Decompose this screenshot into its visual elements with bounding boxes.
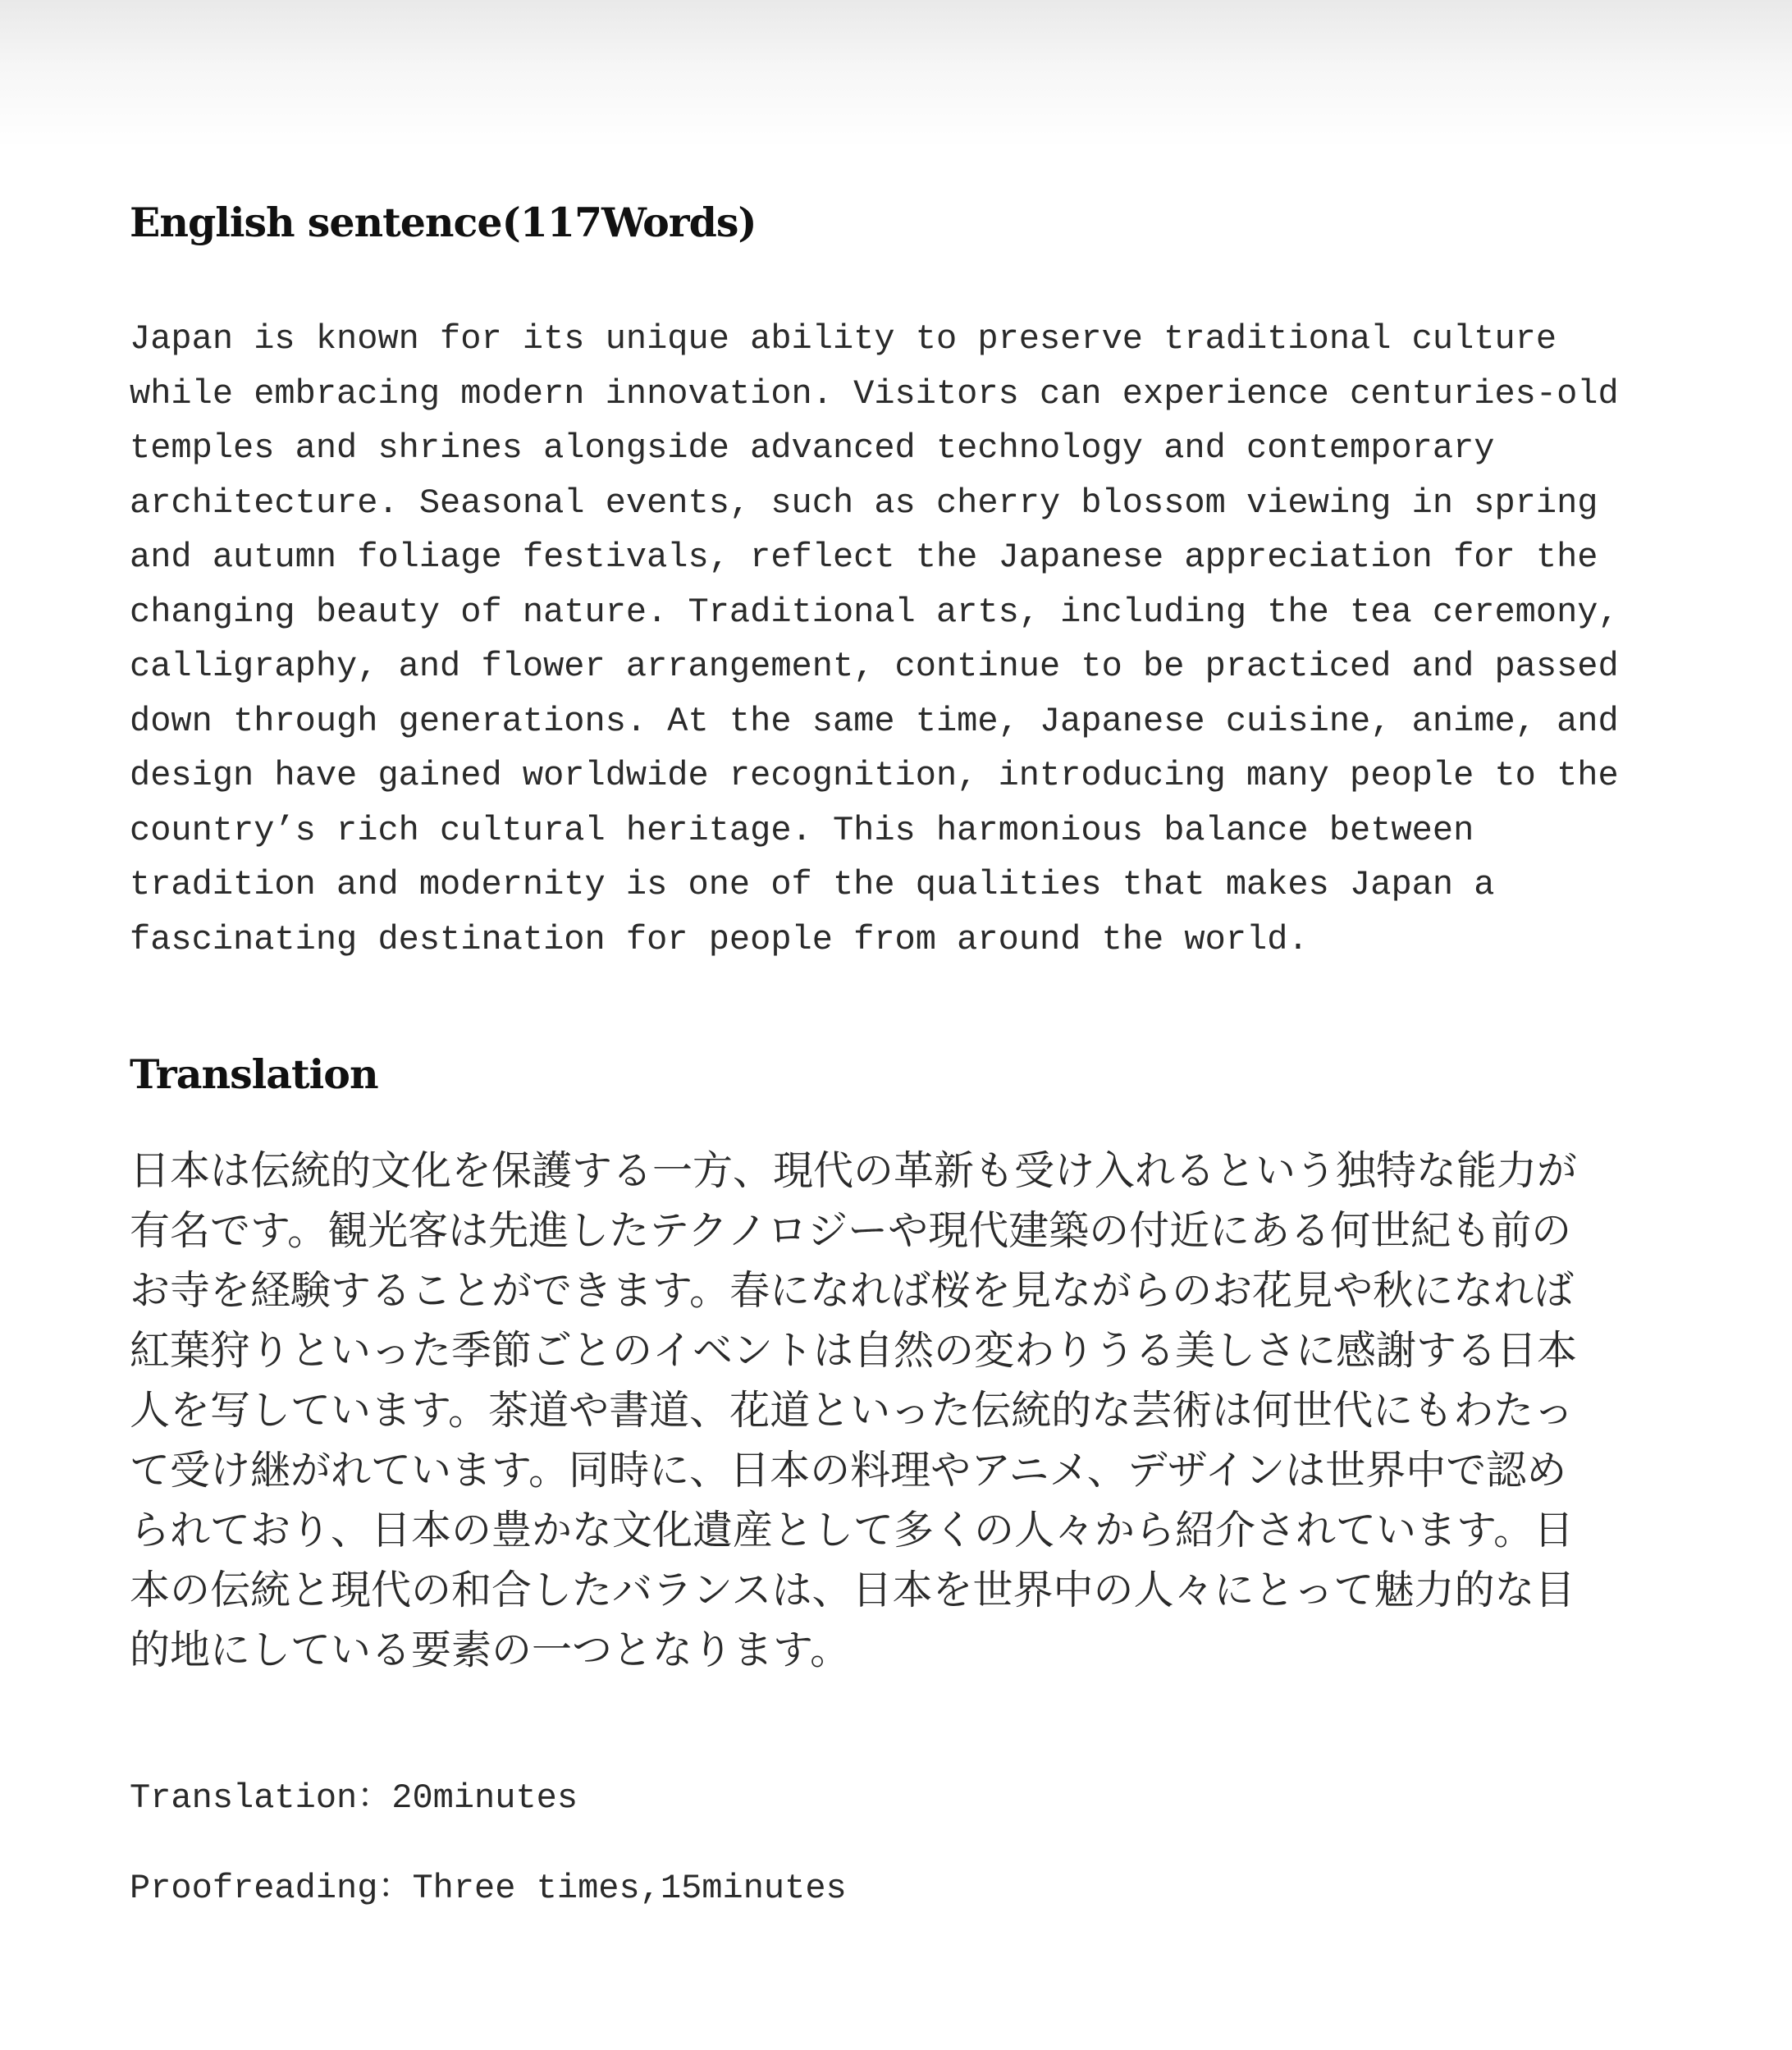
translation-heading: Translation [130, 1050, 378, 1098]
english-sentence-heading: English sentence(117Words) [130, 199, 757, 246]
english-line: architecture. Seasonal events, such as cherry blossom viewing in spring [130, 483, 1598, 523]
translation-line: られており、日本の豊かな文化遺産として多くの人々から紹介されています。日 [130, 1507, 1575, 1554]
english-line: country’s rich cultural heritage. This harmonious balance between [130, 810, 1474, 850]
translation-line: お寺を経験することができます。春になれば桜を見ながらのお花見や秋になれば [130, 1267, 1575, 1314]
translation-line: 日本は伝統的文化を保護する一方、現代の革新も受け入れるという独特な能力が [130, 1147, 1578, 1194]
english-line: down through generations. At the same time, Japanese cuisine, anime, and [130, 701, 1619, 741]
translation-time: Translation：20minutes [130, 1778, 578, 1818]
translation-body [130, 1141, 1672, 1680]
english-line: and autumn foliage festivals, reflect the Japanese appreciation for the [130, 538, 1598, 577]
translation-line: て受け継がれています。同時に、日本の料理やアニメ、デザインは世界中で認め [130, 1447, 1567, 1494]
english-line: changing beauty of nature. Traditional arts, including the tea ceremony, [130, 592, 1619, 632]
english-line: design have gained worldwide recognition, introducing many people to the [130, 756, 1619, 795]
proofreading-info: Proofreading：Three times,15minutes [130, 1869, 847, 1908]
english-line: fascinating destination for people from around the world. [130, 919, 1309, 959]
english-line: temples and shrines alongside advanced technology and contemporary [130, 428, 1495, 468]
english-line: Japan is known for its unique ability to preserve traditional culture [130, 319, 1557, 359]
english-sentence-body [130, 312, 1672, 967]
translation-line: 紅葉狩りといった季節ごとのイベントは自然の変わりうる美しさに感謝する日本 [130, 1327, 1578, 1374]
translation-line: 的地にしている要素の一つとなります。 [130, 1627, 851, 1673]
translation-line: 有名です。観光客は先進したテクノロジーや現代建築の付近にある何世紀も前の [130, 1207, 1572, 1254]
translation-line: 人を写しています。茶道や書道、花道といった伝統的な芸術は何世代にもわたっ [130, 1387, 1575, 1434]
translation-line: 本の伝統と現代の和合したバランスは、日本を世界中の人々にとって魅力的な目 [130, 1567, 1575, 1613]
top-shadow [0, 0, 1792, 148]
english-line: calligraphy, and flower arrangement, continue to be practiced and passed [130, 647, 1619, 686]
english-line: while embracing modern innovation. Visitors can experience centuries-old [130, 373, 1619, 414]
english-line: tradition and modernity is one of the qualities that makes Japan a [130, 865, 1495, 904]
